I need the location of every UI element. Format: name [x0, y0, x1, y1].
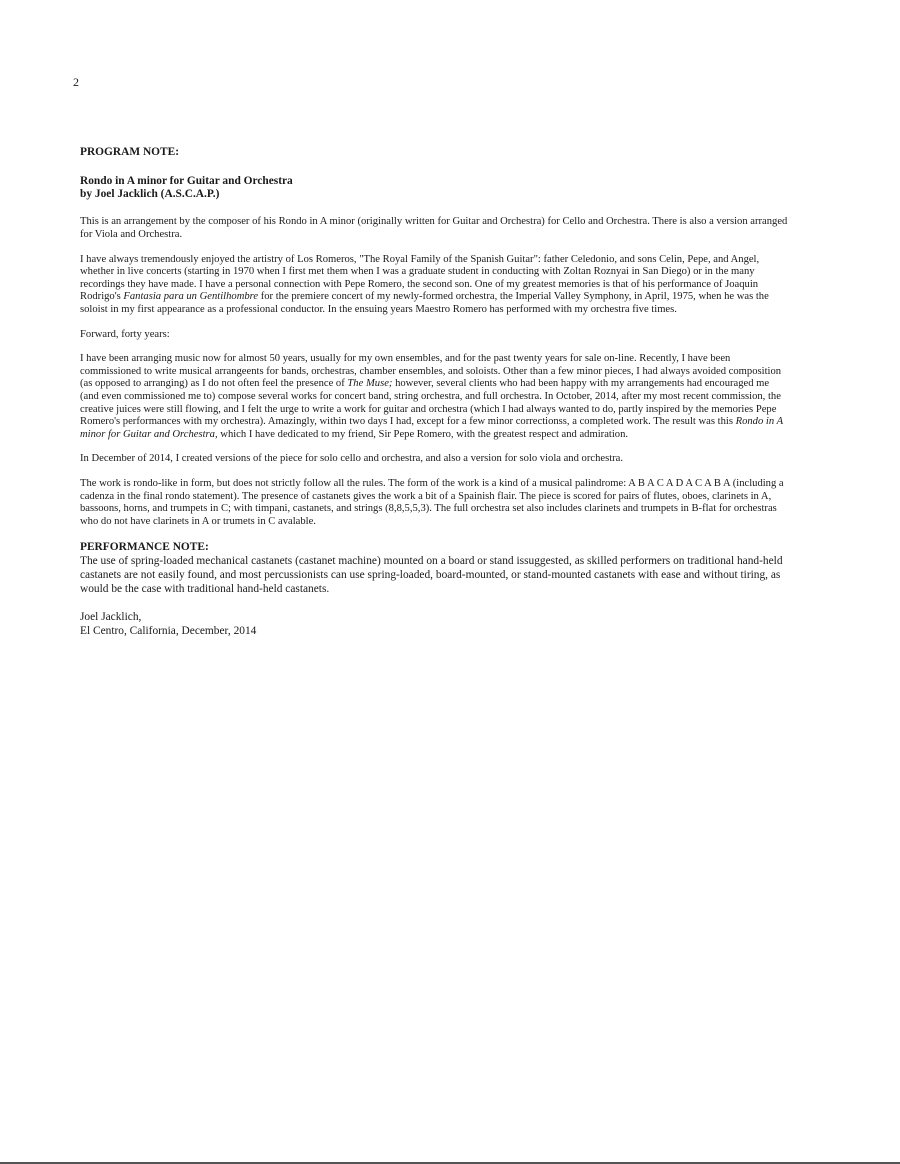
paragraph-arrangement: This is an arrangement by the composer of his Rondo in A minor (originally written for Guitar and Orchestra) for Cello and Orchestra. There is also a version arranged for Viola and Orchestra. — [80, 216, 788, 240]
paragraph-los-romeros-text-a: I have always tremendously enjoyed the artistry of Los Romeros, "The Royal Family of the Spanish Guitar": father Celedonio, and sons Celin, Pepe, and Angel, whether in live concerts (starting in 1970 when I first met them when I was a graduate student in conducting with Zoltan Roznyai in San Diego) or in the many recordings they have made. I have a personal connection with Pepe Romero, the second son. One of my greatest memories is that of his performance of Joaquin Rodrigo's — [80, 253, 760, 303]
paragraph-arranging-italic-muse: The Muse; — [347, 378, 393, 390]
paragraph-arranging-text-b: however, several clients who had been happy with my arrangements had encouraged me (and even commissioned me to) compose several works for concert band, string orchestra, and full orchestra. In October, 2014, after my most recent commission, the creative juices were still flowing, and I felt the urge to write a work for guitar and orchestra (which I had always wanted to do, partly inspired by the memories Pepe Romero's performances with my orchestra). Amazingly, within two days I had, except for a few minor correctionss, a completed work. The result was this — [80, 378, 781, 428]
paragraph-versions: In December of 2014, I created versions of the piece for solo cello and orchestra, and also a version for solo viola and orchestra. — [80, 453, 624, 465]
performance-note-heading: PERFORMANCE NOTE: — [80, 541, 209, 554]
paragraph-forward: Forward, forty years: — [80, 328, 170, 340]
signature-name: Joel Jacklich, — [80, 611, 142, 624]
paragraph-arranging-history — [80, 353, 790, 441]
paragraph-los-romeros-italic: Fantasia para un Gentilhombre — [123, 291, 259, 303]
paragraph-form: The work is rondo-like in form, but does not strictly follow all the rules. The form of the work is a kind of a musical palindrome: A B A C A D A C A B A (including a cadenza in the final rondo statement). The presence of castanets gives the work a bit of a Spainish flair. The piece is scored for pairs of flutes, oboes, clarinets in A, bassoons, horns, and trumpets in C; with timpani, castanets, and strings (8,8,5,5,3). The full orchestra set also includes clarinets and trumpets in B-flat for orchestras who do not have clarinets in A or trumets in C avalable. — [80, 477, 784, 527]
performance-note-text: The use of spring-loaded mechanical castanets (castanet machine) mounted on a board or stand issuggested, as skilled performers on traditional hand-held castanets are not easily found, and most percussionists can use spring-loaded, board-mounted, or stand-mounted castanets with ease and without tiring, as would be the case with traditional hand-held castanets. — [80, 555, 783, 596]
document-body — [80, 146, 790, 638]
program-note-heading: PROGRAM NOTE: — [80, 146, 180, 158]
paragraph-arranging-text-c: which I have dedicated to my friend, Sir Pepe Romero, with the greatest respect and admiration. — [217, 428, 629, 440]
paragraph-los-romeros-text-b: for the premiere concert of my newly-formed orchestra, the Imperial Valley Symphony, in April, 1975, when he was the soloist in my first appearance as a professional conductor. In the ensuing years Maestro Romero has performed with my orchestra five times. — [80, 291, 769, 315]
paragraph-los-romeros — [80, 254, 790, 317]
paragraph-arranging-italic-title: Rondo in A minor for Guitar and Orchestra, — [80, 416, 783, 440]
piece-composer: by Joel Jacklich (A.S.C.A.P.) — [80, 188, 220, 200]
piece-title-block — [80, 175, 790, 202]
page-number: 2 — [73, 75, 79, 89]
piece-title: Rondo in A minor for Guitar and Orchestra — [80, 174, 293, 187]
signature-place-date: El Centro, California, December, 2014 — [80, 625, 257, 638]
signature-block — [80, 610, 790, 638]
paragraph-arranging-text-a: I have been arranging music now for almost 50 years, usually for my own ensembles, and for the past twenty years for sale on-line. Recently, I have been commissioned to write musical arrangeents for bands, orchestras, chamber ensembles, and soloists. Other than a few minor pieces, I had always avoided composition (as opposed to arranging) as I do not often feel the presence of — [80, 353, 782, 390]
